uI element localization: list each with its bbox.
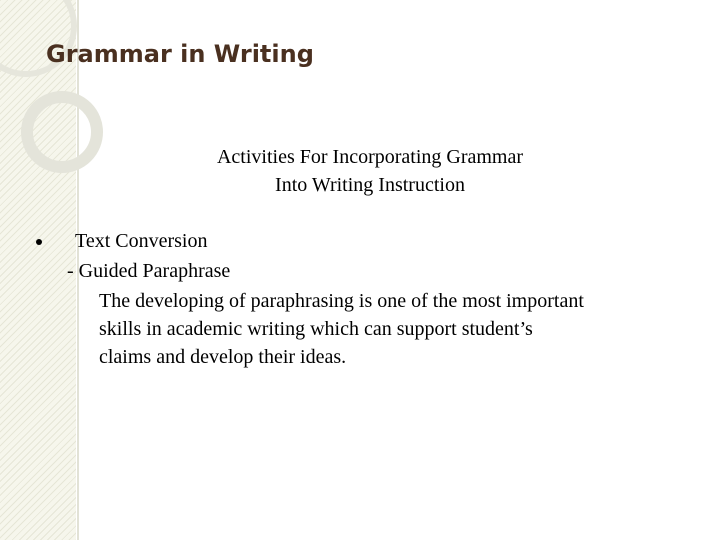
subtitle-line-2: Into Writing Instruction [275, 174, 465, 196]
bullet-body [99, 287, 584, 371]
small-ring-icon [27, 97, 97, 167]
slide-title: Grammar in Writing [46, 40, 314, 68]
body-line: claims and develop their ideas. [99, 346, 347, 368]
bullet-dot-icon [36, 239, 42, 245]
subtitle-line-1: Activities For Incorporating Grammar [216, 146, 524, 168]
body-line: skills in academic writing which can support student’s [99, 318, 533, 340]
bullet-heading: Text Conversion [75, 230, 208, 252]
slide-subtitle [90, 143, 650, 199]
bullet-subheading: - Guided Paraphrase [67, 260, 231, 282]
body-line: The developing of paraphrasing is one of the most important [99, 290, 584, 312]
